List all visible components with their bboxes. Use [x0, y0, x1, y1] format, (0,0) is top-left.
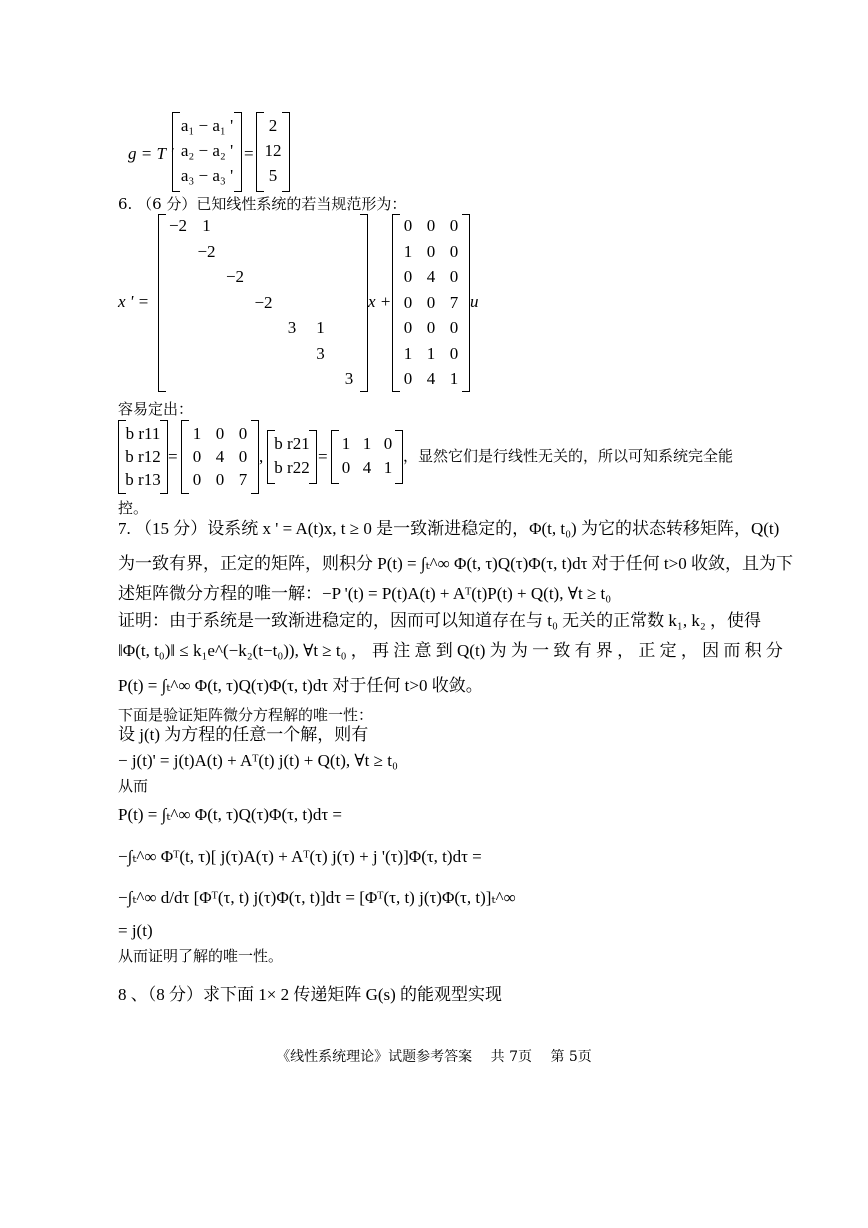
q7-line1: 7. （15 分）设系统 x ' = A(t)x, t ≥ 0 是一致渐进稳定的，Φ(t, t₀) 为它的状态转移矩阵，Q(t) [118, 519, 780, 538]
q7-line3: 述矩阵微分方程的唯一解：−P '(t) = P(t)A(t) + Aᵀ(t)P(t) + Q(t), ∀t ≥ t₀ [118, 584, 612, 603]
B-matrix-cell: 1 [426, 343, 436, 363]
q8-line: 8 、（8 分）求下面 1× 2 传递矩阵 G(s) 的能观型实现 [118, 985, 503, 1004]
q6-mid: x + [368, 292, 392, 311]
B-matrix-cell: 1 [449, 369, 459, 388]
q6-comment2: 控。 [118, 499, 149, 517]
B-matrix-cell: 0 [403, 267, 413, 286]
br-right-value-cell: 1 [383, 458, 393, 477]
B-matrix-cell: 0 [403, 292, 413, 312]
A-matrix-cell: −2 [168, 216, 188, 235]
A-matrix-cell: 3 [316, 343, 325, 363]
B-matrix-cell: 0 [403, 216, 413, 235]
B-matrix-cell: 0 [449, 241, 459, 261]
B-matrix-cell: 0 [403, 369, 413, 388]
q7-eq-j: − j(t)' = j(t)A(t) + Aᵀ(t) j(t) + Q(t), ∀t ≥ t₀ [118, 751, 398, 770]
g-matrix-cell: a₁ − a₁ ' [180, 116, 234, 135]
g-result-cell: 12 [264, 141, 282, 160]
br-left-value-cell: 0 [238, 447, 248, 466]
B-matrix-cell: 0 [426, 318, 436, 337]
A-matrix-cell: 1 [202, 216, 211, 235]
br-left-value-cell: 0 [215, 424, 225, 443]
g-diff-matrix [172, 112, 242, 192]
B-matrix-cell: 7 [449, 292, 459, 312]
q7-verify: 下面是验证矩阵微分方程解的唯一性： [118, 706, 374, 724]
B-matrix-cell: 0 [449, 216, 459, 235]
q6-easy: 容易定出： [118, 400, 194, 418]
br-right-value-cell: 1 [341, 434, 351, 453]
B-matrix-cell: 0 [449, 318, 459, 337]
eq2: = [318, 447, 328, 466]
g-result-cell: 5 [268, 166, 278, 185]
B-matrix-cell: 1 [403, 241, 413, 261]
g-result-matrix [256, 112, 290, 192]
q7-derivation-1: P(t) = ∫ₜ^∞ Φ(t, τ)Q(τ)Φ(τ, t)dτ = [118, 805, 342, 824]
br-right-value-cell: 0 [383, 434, 393, 453]
q7-proof1: 证明：由于系统是一致渐进稳定的，因而可以知道存在与 t₀ 无关的正常数 k₁, k₂ ，使得 [118, 611, 762, 630]
br-left-value-cell: 0 [192, 447, 202, 466]
q7-let: 设 j(t) 为方程的任意一个解，则有 [118, 725, 369, 744]
B-matrix-cell: 4 [426, 267, 436, 286]
br-left-value-cell: 0 [215, 470, 225, 489]
br-left-value-cell: 0 [192, 470, 202, 489]
q7-derivation-2: −∫ₜ^∞ Φᵀ(t, τ)[ j(τ)A(τ) + Aᵀ(τ) j(τ) + j '(τ)]Φ(τ, t)dτ = [118, 847, 482, 866]
br-left-cell: b r12 [125, 447, 161, 466]
br-right-vector [267, 430, 317, 484]
br-left-vector [118, 420, 168, 494]
B-matrix-cell: 0 [403, 318, 413, 337]
g-result-cell: 2 [268, 116, 278, 135]
br-left-value-cell: 1 [192, 424, 202, 443]
q6-comment: ，显然它们是行线性无关的，所以可知系统完全能 [403, 447, 734, 465]
B-matrix-cell: 0 [426, 241, 436, 261]
B-matrix-cell: 1 [403, 343, 413, 363]
q6-B-matrix [392, 214, 470, 392]
q7-proof3: P(t) = ∫ₜ^∞ Φ(t, τ)Q(τ)Φ(τ, t)dτ 对于任何 t>0 收敛。 [118, 676, 483, 695]
B-matrix-cell: 0 [449, 267, 459, 286]
br-left-cell: b r13 [125, 470, 161, 489]
B-matrix-cell: 0 [426, 292, 436, 312]
br-right-values [331, 430, 403, 484]
q6-lhs: x ' = [118, 292, 150, 311]
br-right-value-cell: 1 [362, 434, 372, 453]
page-footer: 《线性系统理论》试题参考答案 共 7页 第 5页 [276, 1049, 592, 1065]
q7-line2: 为一致有界，正定的矩阵，则积分 P(t) = ∫ₜ^∞ Φ(t, τ)Q(τ)Φ(τ, t)dτ 对于任何 t>0 收敛，且为下 [118, 554, 793, 573]
q7-conclusion: 从而证明了解的唯一性。 [118, 947, 284, 965]
br-left-value-cell: 7 [238, 470, 248, 489]
br-left-values [181, 420, 259, 494]
A-matrix-cell: −2 [197, 241, 216, 261]
br-left-cell: b r11 [125, 424, 161, 443]
g-matrix-cell: a₃ − a₃ ' [180, 166, 234, 185]
br-right-cell: b r21 [274, 434, 310, 453]
A-matrix-cell: −2 [225, 267, 245, 286]
br-right-cell: b r22 [274, 458, 310, 477]
A-matrix-cell: 3 [344, 369, 354, 388]
q7-derivation-3: −∫ₜ^∞ d/dτ [Φᵀ(τ, t) j(τ)Φ(τ, t)]dτ = [Φᵀ(τ, t) j(τ)Φ(τ, t)]ₜ^∞ [118, 888, 516, 907]
B-matrix-cell: 0 [449, 343, 459, 363]
q6-u: u [470, 292, 479, 311]
q6-heading: 6. （6 分）已知线性系统的若当规范形为： [118, 195, 407, 213]
q7-proof2: ‖Φ(t, t₀)‖ ≤ k₁e^(−k₂(t−t₀)), ∀t ≥ t₀ ， 再 注 意 到 Q(t) 为 为 一 致 有 界 ， 正 定 ， 因 而 积 分 [118, 641, 783, 660]
br-right-value-cell: 0 [341, 458, 351, 477]
q7-thus: 从而 [118, 777, 149, 795]
A-matrix-cell: −2 [254, 292, 273, 312]
g-equals: = [244, 144, 254, 163]
A-matrix-cell: 3 [287, 318, 297, 337]
q7-derivation-4: = j(t) [118, 921, 153, 940]
g-matrix-cell: a₂ − a₂ ' [180, 141, 234, 160]
g-lhs: g = T ' [128, 144, 174, 163]
br-right-value-cell: 4 [362, 458, 372, 477]
br-left-value-cell: 4 [215, 447, 225, 466]
B-matrix-cell: 4 [426, 369, 436, 388]
eq1: = [168, 447, 178, 466]
q6-A-matrix [158, 214, 368, 392]
B-matrix-cell: 0 [426, 216, 436, 235]
comma1: , [259, 447, 264, 466]
A-matrix-cell: 1 [316, 318, 325, 337]
br-left-value-cell: 0 [238, 424, 248, 443]
